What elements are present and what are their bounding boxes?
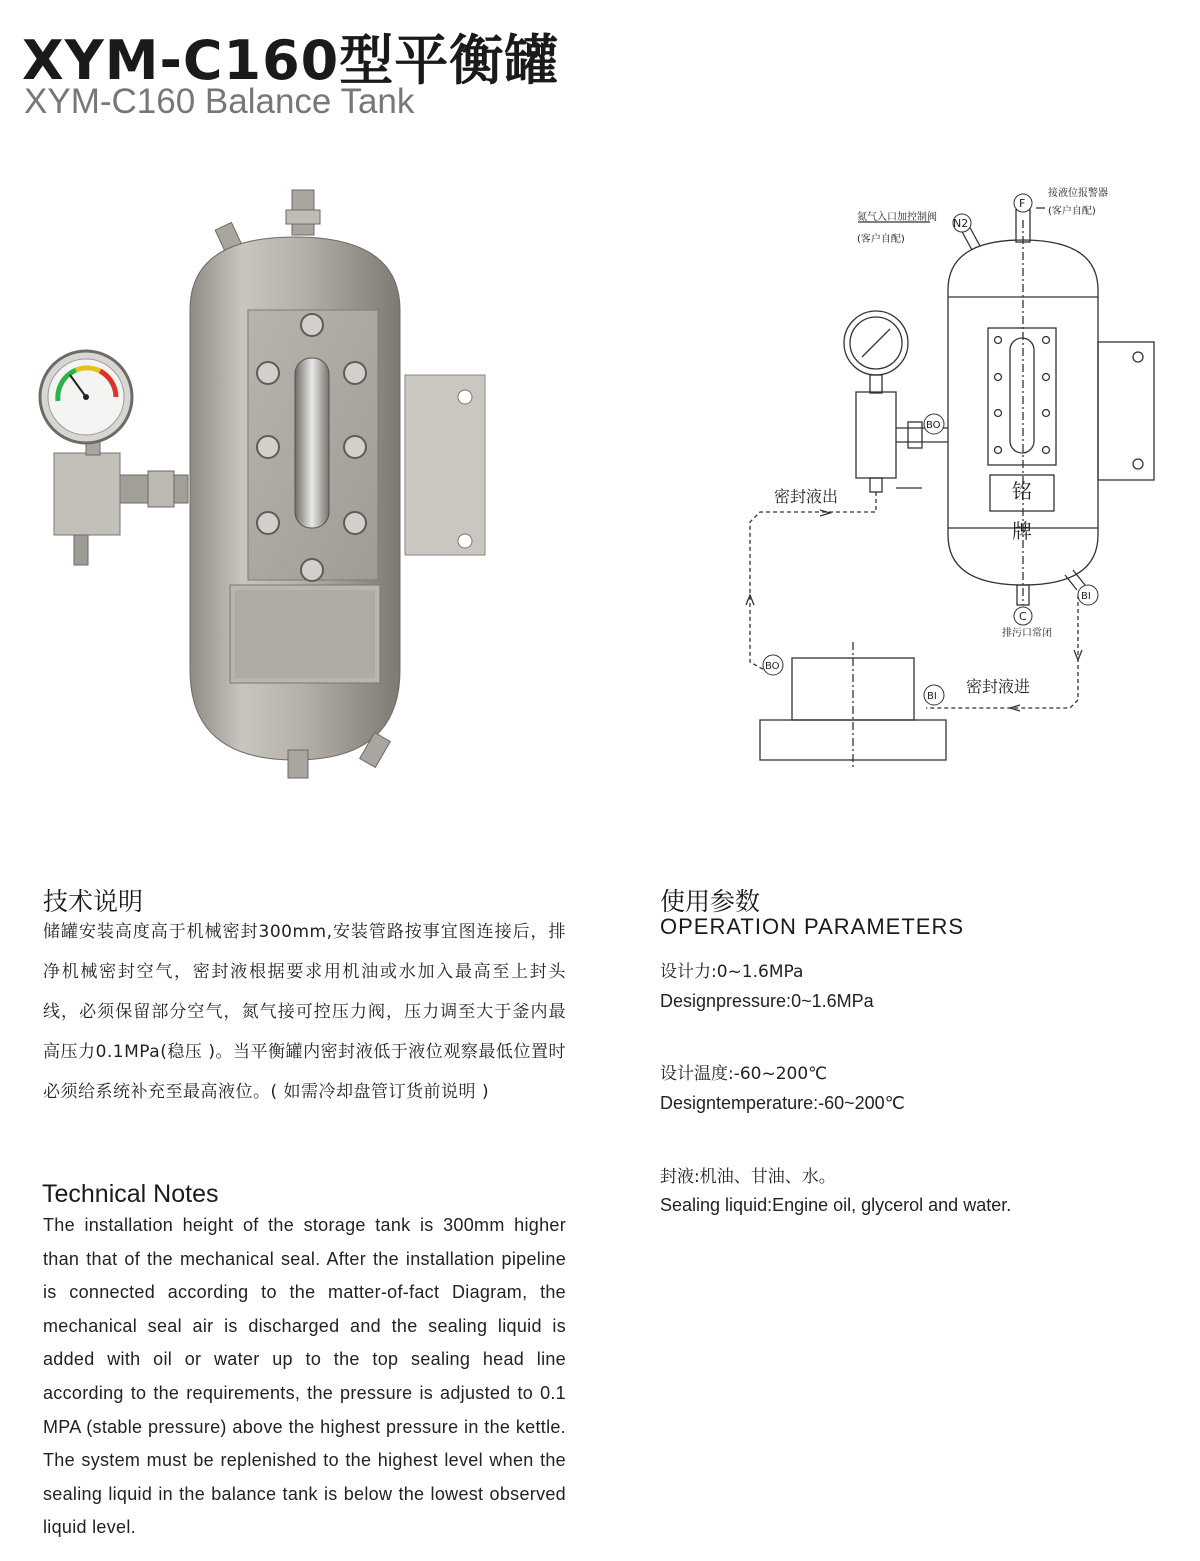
page-title-cn: XYM-C160型平衡罐	[22, 29, 560, 92]
page-title-en: XYM-C160 Balance Tank	[24, 82, 415, 121]
param-pressure-en: Designpressure:0~1.6MPa	[660, 991, 874, 1011]
nameplate-char-2: 牌	[1012, 519, 1032, 543]
port-f-label: F	[1019, 197, 1026, 210]
tech-notes-body-cn: 储罐安装高度高于机械密封300mm,安装管路按事宜图连接后，排净机械密封空气，密封液根据要求用机油或水加入最高至上封头线，必须保留部分空气，氮气接可控压力阀，压力调至大于釜内最高压力0.1MPa(稳压 )。当平衡罐内密封液低于液位观察最低位置时必须给系统补充至最高液位。( 如需冷却盘管订货前说明 )	[43, 922, 566, 1102]
tech-notes-heading-cn: 技术说明	[43, 887, 144, 916]
operation-heading-en: OPERATION PARAMETERS	[660, 914, 965, 939]
nameplate-char-1: 铭	[1012, 479, 1032, 503]
port-bo-tank-label: BO	[926, 420, 941, 431]
param-pressure-cn: 设计力:0~1.6MPa	[660, 962, 804, 982]
param-liquid-cn: 封液:机油、甘油、水。	[660, 1167, 836, 1187]
seal-in-label: 密封液进	[966, 677, 1031, 696]
mounting-bracket	[405, 375, 485, 555]
port-n2-label: N2	[953, 217, 969, 230]
port-bi-tank-label: BI	[1081, 591, 1091, 602]
product-photo	[30, 175, 530, 795]
tech-notes-body-en: The installation height of the storage tank is 300mm higher than that of the mechanical seal. After the installation pipeline is connected according to the matter-of-fact Diagram, the mechanical seal air is discharged and the sealing liquid is added with oil or water up to the top sealing head line according to the requirements, the pressure is adjusted to 0.1 MPA (stable pressure) above the highest pressure in the kettle. The system must be replenished to the highest level when the sealing liquid in the balance tank is below the lowest observed liquid level.	[43, 1215, 566, 1538]
port-bo-seal-label: BO	[765, 661, 780, 672]
tech-notes-heading-en: Technical Notes	[42, 1180, 219, 1208]
n2-valve-label: 氮气入口加控制阀	[857, 212, 937, 223]
port-bi-seal-label: BI	[927, 691, 937, 702]
param-temp-en: Designtemperature:-60~200℃	[660, 1093, 905, 1113]
valve-block	[54, 453, 120, 535]
param-liquid-en: Sealing liquid:Engine oil, glycerol and water.	[660, 1195, 1012, 1215]
port-c-label: C	[1019, 610, 1027, 623]
param-temp-cn: 设计温度:-60~200℃	[660, 1064, 828, 1084]
seal-out-label: 密封液出	[774, 487, 839, 506]
bottom-nozzle	[288, 750, 308, 778]
level-alarm-note: (客户自配)	[1048, 206, 1096, 217]
operation-heading-cn: 使用参数	[660, 887, 761, 916]
level-alarm-label: 接液位报警器	[1048, 188, 1108, 199]
n2-valve-note: (客户自配)	[857, 234, 905, 245]
schematic-diagram	[740, 180, 1180, 770]
sight-glass	[295, 358, 329, 528]
drain-label: 排污口常闭	[1002, 628, 1052, 639]
